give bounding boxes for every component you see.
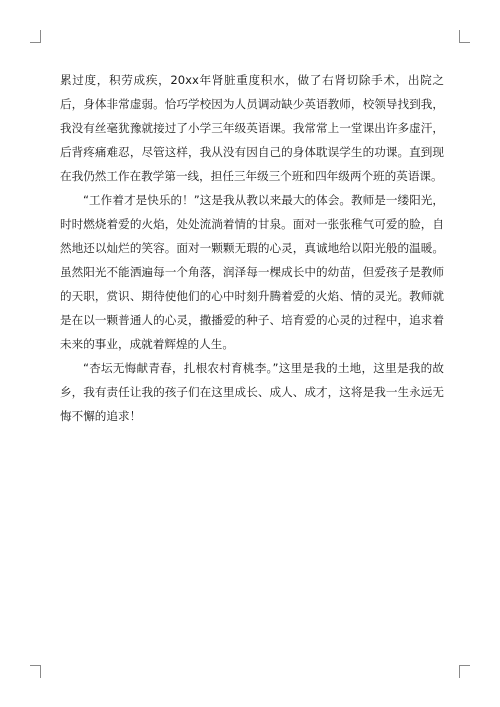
paragraph-2: “工作着才是快乐的！”这是我从教以来最大的体会。教师是一缕阳光，时时燃烧着爱的火焰，处处流淌着情的甘泉。面对一张张稚气可爱的脸，自然地还以灿烂的笑容。面对一颗颗无瑕的心灵，真诚地给以阳光般的温暖。虽然阳光不能洒遍每一个角落，润泽每一棵成长中的幼苗，但爱孩子是教师的天职，赏识、期待使他们的心中时刻升腾着爱的火焰、情的灵光。教师就是在以一颗普通人的心灵，撒播爱的种子、培育爱的心灵的过程中，追求着未来的事业，成就着辉煌的人生。 bbox=[60, 193, 444, 351]
document-body bbox=[60, 68, 444, 428]
crop-mark-top-left bbox=[30, 30, 41, 43]
paragraph-3: “杏坛无悔献青春，扎根农村育桃李。”这里是我的土地，这里是我的故乡，我有责任让我的孩子们在这里成长、成人、成才，这将是我一生永远无悔不懈的追求！ bbox=[60, 361, 444, 423]
paragraph-1: 累过度，积劳成疾，20xx年肾脏重度积水，做了右肾切除手术，出院之后，身体非常虚弱。恰巧学校因为人员调动缺少英语教师，校领导找到我，我没有丝毫犹豫就接过了小学三年级英语课。我常常上一堂课出许多虚汗，后背疼痛难忍，尽管这样，我从没有因自己的身体耽误学生的功课。直到现在我仍然工作在教学第一线，担任三年级三个班和四年级两个班的英语课。 bbox=[60, 73, 444, 183]
crop-mark-bottom-right bbox=[459, 665, 470, 678]
crop-mark-bottom-left bbox=[30, 665, 41, 678]
crop-mark-top-right bbox=[459, 30, 470, 43]
